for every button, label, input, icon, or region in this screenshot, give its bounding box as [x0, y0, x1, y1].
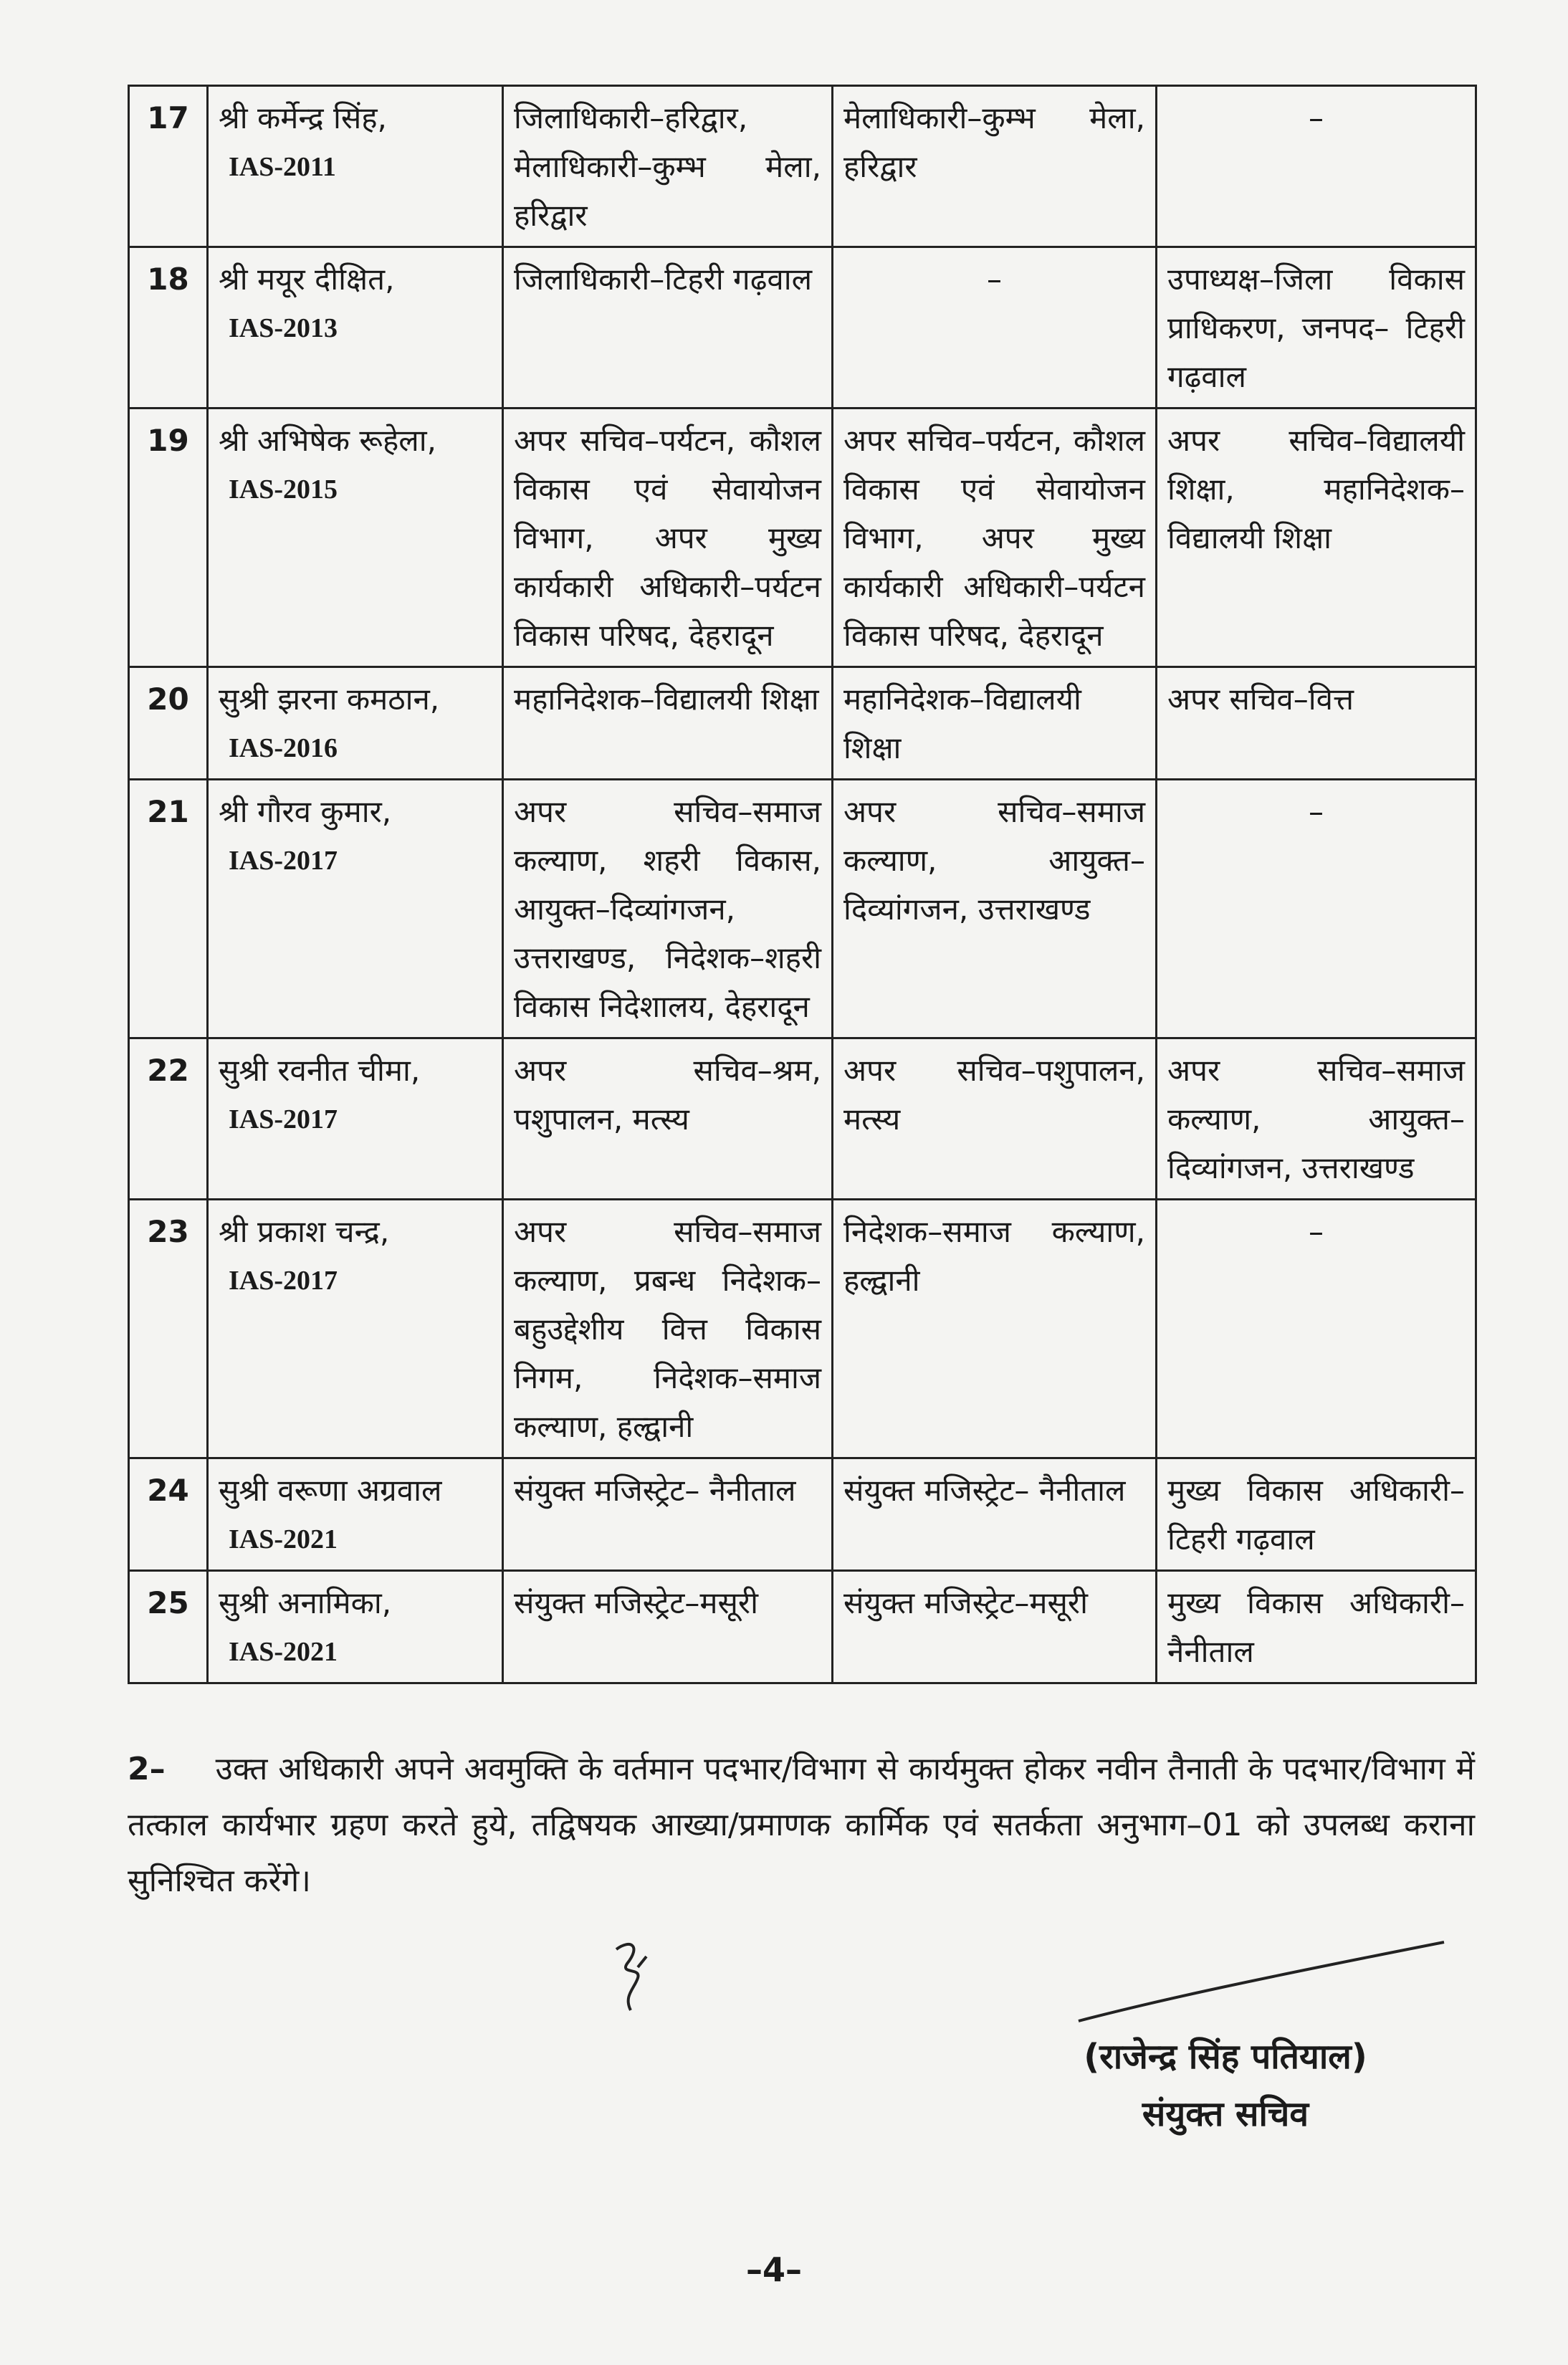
officer-name: श्री गौरव कुमार, — [219, 794, 392, 829]
officer-batch: IAS-2015 — [229, 474, 338, 505]
serial-number-cell: 21 — [129, 780, 208, 1038]
officer-batch: IAS-2021 — [229, 1637, 338, 1667]
officer-cell — [208, 1571, 503, 1683]
officer-cell — [208, 1038, 503, 1200]
new-post-cell: मुख्य विकास अधिकारी–नैनीताल — [1157, 1571, 1476, 1683]
officer-cell — [208, 1200, 503, 1458]
signatory-designation: संयुक्त सचिव — [1142, 2094, 1309, 2134]
table-row — [129, 1200, 1476, 1458]
relieved-post-cell: अपर सचिव–पशुपालन, मत्स्य — [833, 1038, 1157, 1200]
officer-name: सुश्री झरना कमठान, — [219, 682, 440, 717]
current-post-cell: संयुक्त मजिस्ट्रेट–मसूरी — [503, 1571, 833, 1683]
new-post-cell: अपर सचिव–समाज कल्याण, आयुक्त– दिव्यांगजन, उत्तराखण्ड — [1157, 1038, 1476, 1200]
new-post-cell: मुख्य विकास अधिकारी–टिहरी गढ़वाल — [1157, 1458, 1476, 1571]
relieved-post-cell: महानिदेशक–विद्यालयी शिक्षा — [833, 667, 1157, 780]
officer-name: श्री मयूर दीक्षित, — [219, 262, 395, 297]
officer-name: श्री अभिषेक रूहेला, — [219, 423, 436, 458]
officer-cell — [208, 780, 503, 1038]
officer-batch: IAS-2017 — [229, 1266, 338, 1296]
initial-mark — [602, 1935, 659, 2021]
new-post-cell: अपर सचिव–वित्त — [1157, 667, 1476, 780]
current-post-cell: अपर सचिव–पर्यटन, कौशल विकास एवं सेवायोजन विभाग, अपर मुख्य कार्यकारी अधिकारी–पर्यटन विकास परिषद, देहरादून — [503, 408, 833, 667]
officer-cell — [208, 408, 503, 667]
new-post-cell: अपर सचिव–विद्यालयी शिक्षा, महानिदेशक– विद्यालयी शिक्षा — [1157, 408, 1476, 667]
officer-batch: IAS-2021 — [229, 1524, 338, 1554]
table-row — [129, 1038, 1476, 1200]
relieved-post-cell: संयुक्त मजिस्ट्रेट– नैनीताल — [833, 1458, 1157, 1571]
paragraph-number: 2– — [128, 1751, 166, 1787]
table-row — [129, 1458, 1476, 1571]
relieved-post-cell: संयुक्त मजिस्ट्रेट–मसूरी — [833, 1571, 1157, 1683]
officer-name: श्री प्रकाश चन्द्र, — [219, 1214, 390, 1249]
page-number: –4– — [745, 2250, 802, 2289]
officer-batch: IAS-2017 — [229, 1104, 338, 1134]
signatory-block — [1039, 2028, 1412, 2143]
serial-number-cell: 18 — [129, 247, 208, 408]
current-post-cell: जिलाधिकारी–हरिद्वार, मेलाधिकारी–कुम्भ मेला, हरिद्वार — [503, 86, 833, 247]
serial-number-cell: 19 — [129, 408, 208, 667]
serial-number-cell: 23 — [129, 1200, 208, 1458]
new-post-cell: – — [1157, 1200, 1476, 1458]
new-post-cell: – — [1157, 86, 1476, 247]
current-post-cell: अपर सचिव–समाज कल्याण, शहरी विकास, आयुक्त–दिव्यांगजन, उत्तराखण्ड, निदेशक–शहरी विकास निदेशालय, देहरादून — [503, 780, 833, 1038]
relieved-post-cell: अपर सचिव–पर्यटन, कौशल विकास एवं सेवायोजन विभाग, अपर मुख्य कार्यकारी अधिकारी–पर्यटन विकास परिषद, देहरादून — [833, 408, 1157, 667]
relieved-post-cell: निदेशक–समाज कल्याण, हल्द्वानी — [833, 1200, 1157, 1458]
new-post-cell: उपाध्यक्ष–जिला विकास प्राधिकरण, जनपद– टिहरी गढ़वाल — [1157, 247, 1476, 408]
officer-name: सुश्री रवनीत चीमा, — [219, 1053, 421, 1088]
officer-cell — [208, 86, 503, 247]
transfer-table — [128, 85, 1477, 1684]
serial-number-cell: 22 — [129, 1038, 208, 1200]
table-row — [129, 408, 1476, 667]
officer-name: सुश्री वरूणा अग्रवाल — [219, 1473, 442, 1508]
table-row — [129, 1571, 1476, 1683]
signature-stroke — [1075, 1928, 1448, 2028]
relieved-post-cell: अपर सचिव–समाज कल्याण, आयुक्त– दिव्यांगजन, उत्तराखण्ड — [833, 780, 1157, 1038]
current-post-cell: जिलाधिकारी–टिहरी गढ़वाल — [503, 247, 833, 408]
serial-number-cell: 20 — [129, 667, 208, 780]
officer-cell — [208, 667, 503, 780]
serial-number-cell: 24 — [129, 1458, 208, 1571]
table-row — [129, 780, 1476, 1038]
officer-cell — [208, 1458, 503, 1571]
officer-name: श्री कर्मेन्द्र सिंह, — [219, 100, 387, 135]
paragraph-text: उक्त अधिकारी अपने अवमुक्ति के वर्तमान पदभार/विभाग से कार्यमुक्त होकर नवीन तैनाती के पदभार/विभाग में तत्काल कार्यभार ग्रहण करते हुये, तद्विषयक आख्या/प्रमाणक कार्मिक एवं सतर्कता अनुभाग–01 को उपलब्ध कराना सुनिश्चित करेंगे। — [128, 1751, 1475, 1899]
officer-batch: IAS-2016 — [229, 733, 338, 763]
table-row — [129, 247, 1476, 408]
current-post-cell: संयुक्त मजिस्ट्रेट– नैनीताल — [503, 1458, 833, 1571]
officer-batch: IAS-2011 — [229, 152, 336, 182]
transfer-table-body — [129, 86, 1476, 1683]
officer-batch: IAS-2013 — [229, 313, 338, 343]
current-post-cell: अपर सचिव–समाज कल्याण, प्रबन्ध निदेशक– बहुउद्देशीय वित्त विकास निगम, निदेशक–समाज कल्याण, हल्द्वानी — [503, 1200, 833, 1458]
new-post-cell: – — [1157, 780, 1476, 1038]
officer-name: सुश्री अनामिका, — [219, 1585, 392, 1620]
serial-number-cell: 17 — [129, 86, 208, 247]
serial-number-cell: 25 — [129, 1571, 208, 1683]
current-post-cell: अपर सचिव–श्रम, पशुपालन, मत्स्य — [503, 1038, 833, 1200]
signatory-name: (राजेन्द्र सिंह पतियाल) — [1084, 2037, 1367, 2077]
officer-batch: IAS-2017 — [229, 846, 338, 876]
instruction-paragraph — [128, 1742, 1475, 1909]
relieved-post-cell: मेलाधिकारी–कुम्भ मेला, हरिद्वार — [833, 86, 1157, 247]
relieved-post-cell: – — [833, 247, 1157, 408]
current-post-cell: महानिदेशक–विद्यालयी शिक्षा — [503, 667, 833, 780]
table-row — [129, 667, 1476, 780]
table-row — [129, 86, 1476, 247]
officer-cell — [208, 247, 503, 408]
